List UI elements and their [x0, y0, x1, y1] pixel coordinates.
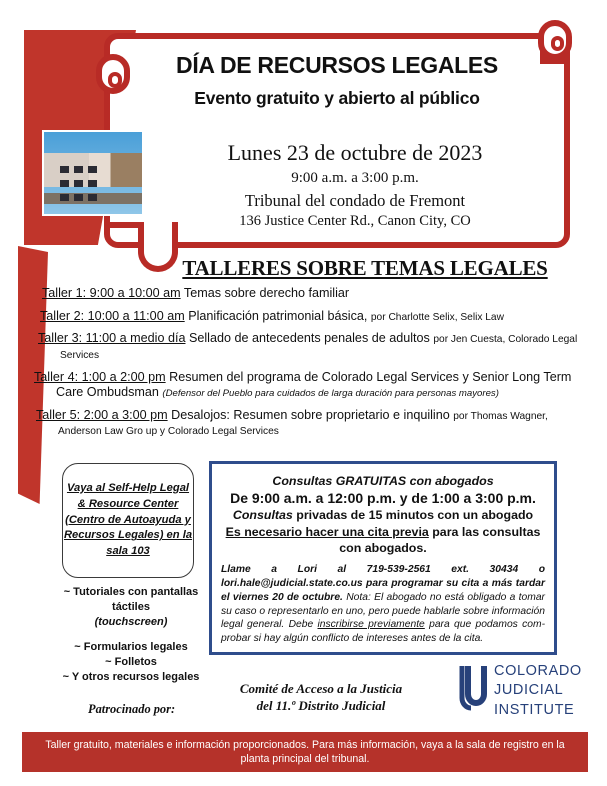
preregistration-post: para que podamos com-probar si hay algún conflicto de intereses antes de la cita.: [221, 619, 545, 645]
workshop-topic: Desalojos: Resumen sobre proprietario e inquilino: [171, 407, 450, 422]
event-venue: Tribunal del condado de Fremont: [244, 191, 466, 210]
list-item: ~ Folletos: [105, 655, 157, 668]
attorney-note: Nota: El abogado no está obligado a tomar su caso o representarlo en uno, pero puede hablarle sobre información legal general.: [221, 591, 545, 631]
contact-instructions: Llame a Lori al 719-539-2561 ext. 30434 o lori.hale@judicial.state.co.us para programar su cita a más tardar el viernes 20 de octubre.: [221, 564, 545, 603]
workshop-item: [34, 286, 586, 302]
workshop-item: [34, 408, 586, 439]
workshop-topic: Planificación patrimonial básica,: [188, 308, 368, 323]
workshop-item: [34, 309, 586, 325]
footer-text: Taller gratuito, materiales e información proporcionados. Para más información, vaya a la sala de registro en la planta principal del tribunal.: [45, 738, 565, 765]
consultations-duration: Consultas privadas de 15 minutos con un abogado: [232, 508, 534, 522]
page-subtitle: Evento gratuito y abierto al público: [194, 88, 480, 108]
workshop-label: Taller 5: 2:00 a 3:00 pm: [36, 407, 168, 422]
consultations-hours: De 9:00 a.m. a 12:00 p.m. y de 1:00 a 3:00 p.m.: [230, 490, 536, 506]
footer-banner: [22, 732, 588, 772]
scroll-curl-top-right-icon: [538, 20, 572, 60]
preregistration-pre: Debe: [288, 619, 318, 631]
list-item: [48, 615, 214, 630]
cji-logo-text: COLORADO JUDICIAL INSTITUTE: [494, 663, 582, 718]
appointment-required-emphasis: Es necesario hacer una cita previa: [225, 525, 429, 539]
consultations-heading: Consultas GRATUITAS con abogados: [272, 474, 494, 488]
free-consultations-box: [209, 461, 557, 655]
self-help-text: Vaya al Self-Help Legal & Resource Center (Centro de Autoayuda y Recursos Legales) en la sala 103: [63, 481, 193, 558]
consultations-appointment-notice: Es necesario hacer una cita previa para las consultas con abogados.: [225, 525, 541, 556]
self-help-center-box: [62, 463, 194, 578]
scroll-curl-bottom-left-icon: [138, 222, 178, 272]
workshop-label: Taller 4: 1:00 a 2:00 pm: [34, 369, 166, 384]
workshop-translation: (Defensor del Pueblo para cuidados de larga duración para personas mayores): [162, 388, 499, 400]
consultations-duration-emphasis: Consultas: [232, 508, 293, 522]
event-time: 9:00 a.m. a 3:00 p.m.: [291, 170, 419, 186]
workshops-list: [34, 286, 586, 446]
workshop-label: Taller 2: 10:00 a 11:00 am: [40, 308, 185, 323]
list-item-emphasis: (touchscreen): [94, 616, 168, 629]
list-item: ~ Y otros recursos legales: [62, 670, 200, 683]
sponsor-name: Comité de Acceso a la Justicia del 11.º Distrito Judicial: [239, 681, 403, 714]
scroll-curl-top-left-icon: [96, 54, 130, 94]
workshop-topic: Sellado de antecedents penales de adultos: [188, 331, 430, 346]
cji-monogram-icon: [458, 664, 488, 712]
workshop-item: [34, 370, 586, 401]
colorado-judicial-institute-logo: [458, 660, 598, 722]
workshop-presenter: por Thomas Wagner, Anderson Law Gro up y Colorado Legal Services: [58, 410, 548, 438]
event-address: 136 Justice Center Rd., Canon City, CO: [239, 213, 471, 229]
workshop-presenter: por Charlotte Selix, Selix Law: [370, 311, 504, 323]
list-item: ~ Formularios legales: [74, 640, 188, 653]
page-title: DÍA DE RECURSOS LEGALES: [176, 52, 498, 78]
workshop-label: Taller 3: 11:00 a medio día: [38, 331, 186, 346]
sponsored-by-label: Patrocinado por:: [88, 702, 176, 716]
consultations-details: [221, 563, 545, 646]
workshop-item: [34, 331, 586, 362]
self-help-resources-list: [48, 585, 214, 685]
workshops-section-title: TALLERES SOBRE TEMAS LEGALES: [182, 256, 548, 280]
workshop-topic: Resumen del programa de Colorado Legal Services y Senior Long Term Care Ombudsman: [56, 369, 572, 400]
list-item: ~ Tutoriales con pantallas táctiles: [63, 586, 199, 614]
workshop-presenter: por Jen Cuesta, Colorado Legal Services: [60, 334, 578, 361]
event-date: Lunes 23 de octubre de 2023: [227, 140, 483, 165]
workshop-topic: Temas sobre derecho familiar: [183, 286, 350, 300]
workshop-label: Taller 1: 9:00 a 10:00 am: [42, 286, 181, 300]
courthouse-photo: [42, 130, 144, 216]
preregistration-emphasis: inscribirse previamente: [317, 619, 425, 631]
